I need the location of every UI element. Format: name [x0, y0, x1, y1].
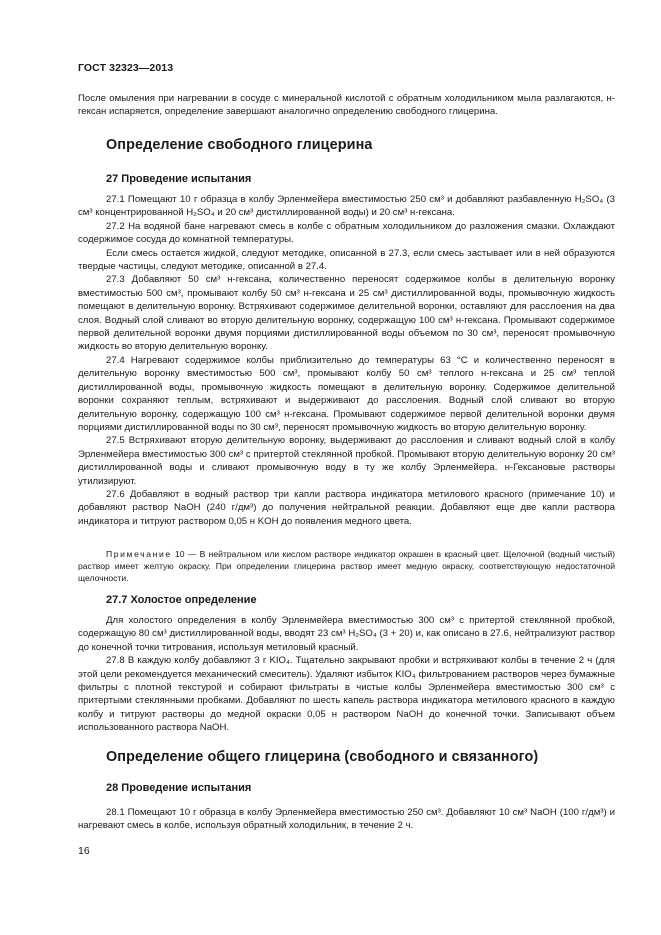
note-10 — [78, 548, 615, 585]
paragraph-27-2-cont: Если смесь остается жидкой, следуют методике, описанной в 27.3, если смесь застывает или в ней образуются твердые частицы, следуют методике, описанной в 27.4. — [78, 247, 615, 273]
paragraph-27-7: Для холостого определения в колбу Эрленмейера вместимостью 300 см³ с притертой стеклянной пробкой, содержащую 80 см³ дистиллированной воды, вводят 23 см³ H₂SO₄ (3 + 20) и, как описано в 27.6, нейтрализуют раствор до конечной точки титрования, используя метиловый красный. — [78, 615, 615, 653]
paragraph-27-6: 27.6 Добавляют в водный раствор три капли раствора индикатора метилового красного (примечание 10) и добавляют раствор NaOH (240 г/дм³) до получения нейтральной реакции. Добавляют еще две капли раствора индикатора и титруют раствором 0,05 н KOH до появления медного цвета. — [78, 488, 615, 527]
section-27-body — [78, 193, 615, 528]
subsection-28-title: 28 Проведение испытания — [106, 782, 252, 794]
section-title-free-glycerin: Определение свободного глицерина — [106, 137, 373, 153]
paragraph-27-8: 27.8 В каждую колбу добавляют 3 г KIO₄. Тщательно закрывают пробки и встряхивают колбы в течение 2 ч (для этой цели рекомендуется механический смеситель). Удаляют избыток KIO₄ фильтрованием растворов через бумажные фильтры с плотной текстурой и собирают фильтраты в чистые колбы Эрленмейера вместимостью 300 см³ с притертыми стеклянными пробками. Добавляют по шесть капель раствора индикатора метилового красного в каждую колбу и титруют растворы до медной окраски 0,05 н раствором NaOH до конечной точки. Записывают объем использованного раствора NaOH. — [78, 655, 615, 734]
note-text: 10 — В нейтральном или кислом растворе индикатор окрашен в красный цвет. Щелочной (водный чистый) раствор имеет желтую окраску. При определении глицерина раствор имеет медную окраску, соответствующую недостаточной щелочности. — [78, 549, 615, 584]
subsection-27-7-title: 27.7 Холостое определение — [106, 594, 257, 606]
intro-paragraph — [78, 92, 615, 119]
paragraph-27-2: 27.2 На водяной бане нагревают смесь в колбе с обратным холодильником до разложения смазки. Охлаждают содержимое сосуда до комнатной температуры. — [78, 220, 615, 246]
paragraph-27-3: 27.3 Добавляют 50 см³ н-гексана, количественно переносят содержимое колбы в делительную воронку вместимостью 500 см³, промывают колбу 50 см³ н-гексана и 25 см³ дистиллированной воды, промывочную жидкость помещают в делительную воронку. Встряхивают содержимое делительной воронки, оставляют для расслоения на два слоя. Водный слой сливают во вторую делительную воронку, содержащую 100 см³ н-гексана. Промывают содержимое первой делительной воронки двумя порциями дистиллированной воды объемом по 30 см³, переносят промывочную жидкость во вторую делительную воронку. — [78, 274, 615, 353]
standard-header: ГОСТ 32323—2013 — [78, 62, 174, 74]
page-number: 16 — [78, 845, 90, 857]
paragraph-28-1: 28.1 Помещают 10 г образца в колбу Эрленмейера вместимостью 250 см³. Добавляют 10 см³ NaOH (100 г/дм³) и нагревают смесь в колбе, используя обратный холодильник, в течение 2 ч. — [78, 807, 615, 832]
paragraph-27-5: 27.5 Встряхивают вторую делительную воронку, выдерживают до расслоения и сливают водный слой в колбу Эрленмейера вместимостью 300 см³ с притертой стеклянной пробкой. Промывают вторую делительную воронку 20 см³ дистиллированной воды и сливают промывочную воду в ту же колбу Эрленмейера. н-Гексановые растворы утилизируют. — [78, 435, 615, 487]
intro-text: После омыления при нагревании в сосуде с минеральной кислотой с обратным холодильником мыла разлагаются, н-гексан испаряется, определение завершают аналогично определению свободного глицерина. — [78, 93, 615, 118]
section-28-body — [78, 806, 615, 833]
section-title-total-glycerin: Определение общего глицерина (свободного и связанного) — [106, 749, 539, 765]
paragraph-27-1: 27.1 Помещают 10 г образца в колбу Эрленмейера вместимостью 250 см³ и добавляют разбавленную H₂SO₄ (3 см³ концентрированной H₂SO₄ и 20 см³ дистиллированной воды) и 20 см³ н-гексана. — [78, 194, 615, 219]
subsection-27-title: 27 Проведение испытания — [106, 173, 252, 185]
section-27-7-body — [78, 614, 615, 735]
paragraph-27-4: 27.4 Нагревают содержимое колбы приблизительно до температуры 63 °С и количественно переносят в делительную воронку вместимостью 500 см³, промывают колбу 50 см³ теплого н-гексана и 25 см³ теплой дистиллированной воды, промывочную жидкость помещают в делительную воронку. Содержимое делительной воронки сохраняют теплым, встряхивают и выдерживают до расслоения. Водный слой сливают во вторую делительную воронку, содержащую 100 см³ н-гексана. Промывают содержимое первой делительной воронки двумя порциями дистиллированной воды по 30 см³, переносят промывочную жидкость во вторую делительную воронку. — [78, 354, 615, 433]
note-label: Примечание — [106, 549, 172, 559]
